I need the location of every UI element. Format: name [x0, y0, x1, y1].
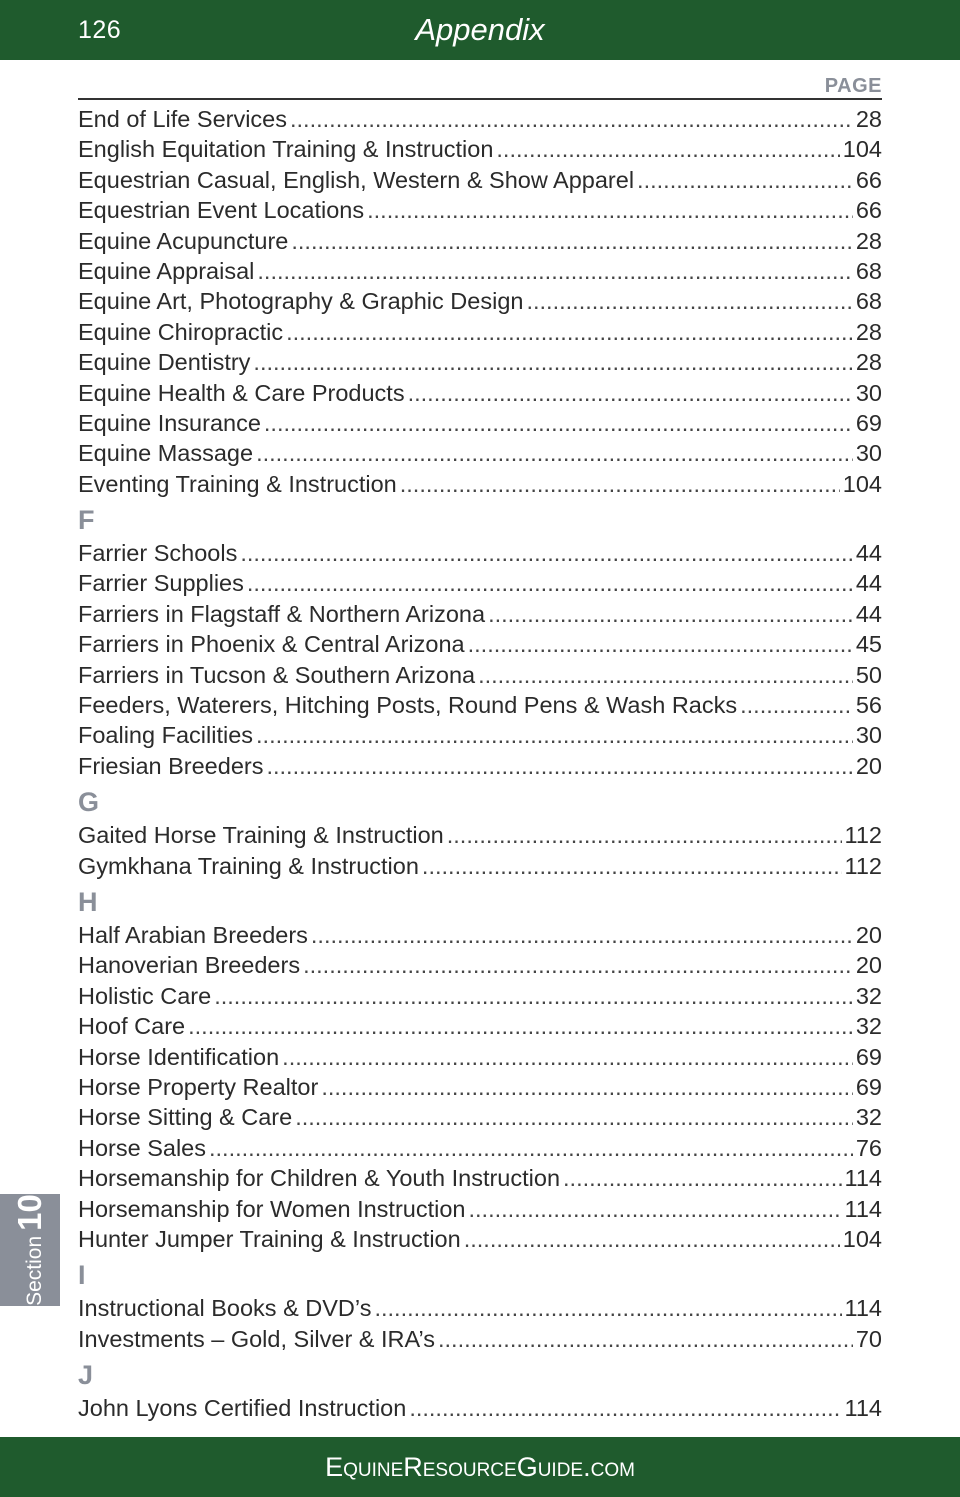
index-entry-page: 28 — [855, 106, 882, 132]
dot-leader — [295, 1104, 853, 1131]
index-entry — [78, 288, 882, 318]
index-entry-name: Foaling Facilities — [78, 722, 254, 749]
index-entry-name: Equine Acupuncture — [78, 227, 289, 254]
index-entry-page: 20 — [855, 952, 882, 979]
index-entry-page: 69 — [855, 409, 882, 436]
index-entry-page: 112 — [844, 822, 882, 849]
dot-leader — [266, 753, 852, 780]
index-entry-page: 66 — [855, 197, 882, 224]
dot-leader — [256, 722, 853, 749]
index-entry-name: Hanoverian Breeders — [78, 952, 301, 979]
index-entry — [78, 319, 882, 349]
index-entry — [78, 1044, 882, 1074]
dot-leader — [291, 228, 853, 255]
dot-leader — [282, 1044, 853, 1071]
index-entry-page: 45 — [855, 631, 882, 658]
dot-leader — [209, 1135, 853, 1162]
index-entry — [78, 1074, 882, 1104]
index-entry-name: Hunter Jumper Training & Instruction — [78, 1225, 461, 1252]
index-entry-page: 28 — [855, 227, 882, 254]
dot-leader — [214, 983, 853, 1010]
index-list — [78, 106, 882, 1425]
index-entry — [78, 228, 882, 258]
index-entry — [78, 349, 882, 379]
index-entry-page: 32 — [855, 982, 882, 1009]
dot-leader — [257, 258, 852, 285]
dot-leader — [740, 692, 853, 719]
index-entry-name: Equine Massage — [78, 440, 254, 467]
index-entry-name: Equestrian Casual, English, Western & Show Apparel — [78, 166, 635, 193]
index-entry-name: Equestrian Event Locations — [78, 197, 365, 224]
section-tab — [0, 1194, 60, 1306]
dot-leader — [422, 853, 842, 880]
index-entry — [78, 540, 882, 570]
index-entry-name: Equine Dentistry — [78, 349, 251, 376]
dot-leader — [303, 952, 853, 979]
index-entry — [78, 106, 882, 136]
dot-leader — [637, 167, 853, 194]
index-entry-page: 68 — [855, 257, 882, 284]
index-entry — [78, 1326, 882, 1356]
index-entry — [78, 722, 882, 752]
section-title: Appendix — [415, 12, 545, 47]
dot-leader — [447, 822, 842, 849]
dot-leader — [408, 380, 853, 407]
dot-leader — [563, 1165, 842, 1192]
index-entry-page: 32 — [855, 1013, 882, 1040]
index-entry-name: Horse Sales — [78, 1134, 206, 1161]
index-entry — [78, 853, 882, 883]
index-entry-page: 28 — [855, 349, 882, 376]
index-entry-name: Equine Chiropractic — [78, 318, 284, 345]
page-number: 126 — [78, 16, 122, 44]
index-entry — [78, 662, 882, 692]
index-letter-heading: H — [78, 886, 98, 917]
dot-leader — [526, 288, 852, 315]
index-entry-name: Farriers in Phoenix & Central Arizona — [78, 631, 465, 658]
index-entry-name: Half Arabian Breeders — [78, 921, 308, 948]
index-entry-page: 44 — [855, 600, 882, 627]
index-entry-name: End of Life Services — [78, 106, 287, 132]
index-entry-page: 50 — [855, 661, 882, 688]
index-entry — [78, 822, 882, 852]
index-entry-page: 20 — [855, 921, 882, 948]
index-entry — [78, 136, 882, 166]
index-entry — [78, 692, 882, 722]
dot-leader — [247, 570, 853, 597]
index-entry — [78, 197, 882, 227]
index-entry-name: Friesian Breeders — [78, 752, 264, 779]
index-entry-name: John Lyons Certified Instruction — [78, 1395, 407, 1422]
dot-leader — [409, 1395, 841, 1422]
dot-leader — [286, 319, 853, 346]
index-entry — [78, 1165, 882, 1195]
index-entry-page: 56 — [855, 692, 882, 719]
index-entry-name: Investments – Gold, Silver & IRA’s — [78, 1325, 435, 1352]
index-entry-page: 30 — [855, 440, 882, 467]
index-entry-page: 32 — [855, 1104, 882, 1131]
index-letter-heading: J — [78, 1360, 94, 1391]
index-entry-page: 30 — [855, 379, 882, 406]
index-entry — [78, 410, 882, 440]
index-entry-name: Farriers in Tucson & Southern Arizona — [78, 661, 476, 688]
index-entry — [78, 1295, 882, 1325]
index-entry-page: 112 — [844, 852, 882, 879]
index-entry-name: Feeders, Waterers, Hitching Posts, Round Pens & Wash Racks — [78, 692, 738, 719]
dot-leader — [367, 197, 853, 224]
index-letter-heading: G — [78, 787, 100, 818]
index-entry — [78, 1196, 882, 1226]
dot-leader — [468, 1196, 841, 1223]
dot-leader — [264, 410, 853, 437]
index-entry — [78, 1013, 882, 1043]
page-footer — [0, 1437, 960, 1497]
index-entry-name: Farrier Supplies — [78, 570, 244, 597]
index-entry-page: 114 — [844, 1165, 882, 1192]
index-entry-name: Gymkhana Training & Instruction — [78, 852, 419, 879]
dot-leader — [311, 922, 853, 949]
dot-leader — [400, 471, 840, 498]
index-entry-page: 114 — [844, 1195, 882, 1222]
index-entry-page: 68 — [855, 288, 882, 315]
index-entry — [78, 380, 882, 410]
index-entry-page: 69 — [855, 1073, 882, 1100]
index-entry-page: 69 — [855, 1043, 882, 1070]
dot-leader — [240, 540, 853, 567]
dot-leader — [188, 1013, 853, 1040]
index-entry-page: 30 — [855, 722, 882, 749]
index-entry — [78, 1226, 882, 1256]
index-entry-page: 28 — [855, 318, 882, 345]
page-header — [0, 0, 960, 60]
index-entry-name: Hoof Care — [78, 1013, 186, 1040]
index-entry-name: English Equitation Training & Instruction — [78, 136, 494, 163]
dot-leader — [496, 136, 839, 163]
index-entry-page: 114 — [844, 1395, 882, 1422]
index-entry — [78, 258, 882, 288]
section-tab-label: Section — [23, 1235, 46, 1306]
page-column-header — [78, 74, 882, 100]
index-letter-heading: F — [78, 505, 95, 536]
index-entry — [78, 1135, 882, 1165]
index-entry-name: Horse Property Realtor — [78, 1073, 319, 1100]
index-entry-name: Instructional Books & DVD’s — [78, 1295, 372, 1322]
index-entry-name: Equine Health & Care Products — [78, 379, 405, 406]
index-entry — [78, 753, 882, 783]
index-entry-page: 70 — [855, 1325, 882, 1352]
website-link[interactable]: EquineResourceGuide.com — [325, 1452, 635, 1482]
index-entry — [78, 440, 882, 470]
index-entry-page: 104 — [842, 136, 882, 163]
index-entry — [78, 983, 882, 1013]
index-entry-name: Eventing Training & Instruction — [78, 470, 397, 497]
dot-leader — [488, 601, 853, 628]
index-entry-page: 20 — [855, 752, 882, 779]
index-letter-heading: I — [78, 1260, 86, 1291]
index-entry-name: Equine Appraisal — [78, 257, 255, 284]
index-entry-page: 66 — [855, 166, 882, 193]
index-entry — [78, 570, 882, 600]
index-entry — [78, 601, 882, 631]
dot-leader — [374, 1295, 841, 1322]
dot-leader — [253, 349, 852, 376]
dot-leader — [464, 1226, 840, 1253]
index-entry-page: 76 — [855, 1134, 882, 1161]
dot-leader — [321, 1074, 853, 1101]
index-entry — [78, 1395, 882, 1425]
index-entry-page: 44 — [855, 570, 882, 597]
index-entry-name: Farrier Schools — [78, 540, 238, 567]
index-entry — [78, 1104, 882, 1134]
index-entry-name: Farriers in Flagstaff & Northern Arizona — [78, 600, 486, 627]
index-entry-name: Horsemanship for Women Instruction — [78, 1195, 466, 1222]
index-entry-name: Equine Insurance — [78, 409, 261, 436]
index-entry-name: Horse Sitting & Care — [78, 1104, 293, 1131]
index-entry-name: Equine Art, Photography & Graphic Design — [78, 288, 524, 315]
dot-leader — [290, 106, 853, 133]
index-entry — [78, 952, 882, 982]
dot-leader — [438, 1326, 853, 1353]
index-entry — [78, 922, 882, 952]
dot-leader — [256, 440, 853, 467]
index-entry — [78, 167, 882, 197]
index-entry — [78, 471, 882, 501]
index-entry-name: Horse Identification — [78, 1043, 280, 1070]
dot-leader — [478, 662, 853, 689]
index-entry-page: 44 — [855, 540, 882, 567]
index-entry-page: 114 — [844, 1295, 882, 1322]
section-tab-number: 10 — [11, 1194, 48, 1231]
dot-leader — [468, 631, 853, 658]
index-entry-name: Holistic Care — [78, 982, 212, 1009]
index-entry-page: 104 — [842, 1225, 882, 1252]
index-entry — [78, 631, 882, 661]
index-entry-name: Horsemanship for Children & Youth Instruction — [78, 1165, 561, 1192]
page-column-label: PAGE — [824, 75, 882, 97]
index-entry-name: Gaited Horse Training & Instruction — [78, 822, 444, 849]
index-entry-page: 104 — [842, 470, 882, 497]
